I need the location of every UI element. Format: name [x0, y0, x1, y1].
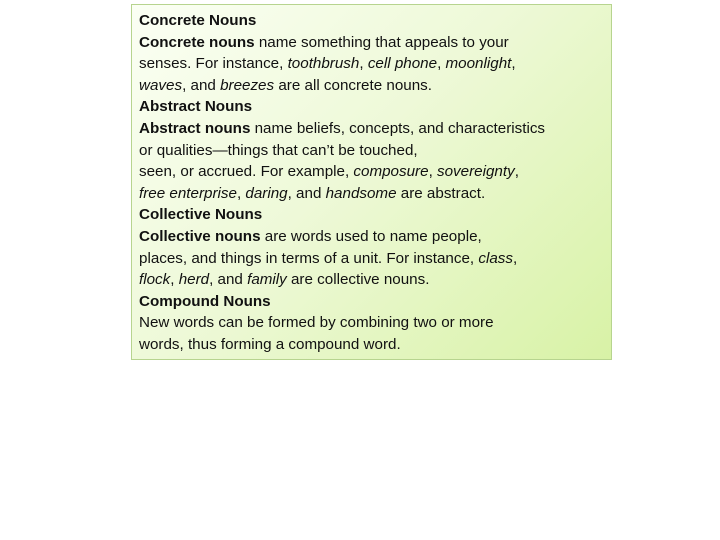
- noun-types-text-box: [131, 4, 612, 360]
- example-word: daring: [245, 184, 288, 202]
- example-word: waves: [139, 76, 183, 94]
- section-heading: Collective Nouns: [139, 206, 263, 224]
- body-text: seen, or accrued. For example,: [139, 163, 354, 181]
- example-word: herd: [178, 271, 210, 289]
- example-word: class: [478, 249, 513, 267]
- body-text: are all concrete nouns.: [274, 76, 432, 94]
- body-line: [139, 334, 605, 356]
- body-text: ,: [170, 271, 179, 289]
- section-heading: Abstract Nouns: [139, 98, 253, 116]
- body-line: [139, 140, 605, 162]
- body-line: [139, 183, 605, 205]
- body-line: [139, 53, 605, 75]
- body-line: [139, 118, 605, 140]
- section-heading: Concrete Nouns: [139, 12, 257, 29]
- example-word: sovereignty: [437, 163, 515, 181]
- body-text: ,: [236, 184, 246, 202]
- section-heading: Compound Nouns: [139, 292, 271, 310]
- body-line: [139, 312, 605, 334]
- body-text: , and: [209, 271, 248, 289]
- body-line: [139, 75, 605, 97]
- example-word: handsome: [325, 184, 397, 202]
- body-text: ,: [511, 55, 516, 73]
- example-word: breezes: [220, 76, 275, 94]
- body-text: name something that appeals to your: [254, 33, 509, 51]
- body-line: [139, 161, 605, 183]
- body-text: ,: [512, 249, 518, 267]
- body-text: ,: [437, 55, 446, 73]
- body-line: [139, 269, 605, 291]
- example-word: flock: [139, 271, 171, 289]
- body-text: , and: [182, 76, 221, 94]
- body-text: , and: [287, 184, 326, 202]
- body-text: ,: [359, 55, 368, 73]
- body-line: [139, 226, 605, 248]
- example-word: toothbrush: [287, 55, 360, 73]
- body-line: [139, 32, 605, 54]
- body-text: are collective nouns.: [286, 271, 430, 289]
- example-word: composure: [353, 163, 429, 181]
- example-word: free enterprise: [139, 184, 237, 202]
- bold-term: Abstract nouns: [139, 119, 251, 137]
- body-text: ,: [514, 163, 519, 181]
- example-word: moonlight: [445, 55, 512, 73]
- body-text: senses. For instance,: [139, 55, 288, 73]
- body-text: New words can be formed by combining two or more: [139, 314, 494, 332]
- body-line: [139, 248, 605, 270]
- body-text: name beliefs, concepts, and characteristics: [250, 119, 546, 137]
- body-text: words, thus forming a compound word.: [139, 335, 401, 353]
- bold-term: Concrete nouns: [139, 33, 255, 51]
- bold-term: Collective nouns: [139, 227, 261, 245]
- example-word: family: [247, 271, 287, 289]
- body-text: or qualities—things that can’t be touched,: [139, 141, 418, 159]
- example-word: cell phone: [367, 55, 438, 73]
- body-text: places, and things in terms of a unit. For instance,: [139, 249, 479, 267]
- body-text: ,: [428, 163, 438, 181]
- body-text: are words used to name people,: [260, 227, 482, 245]
- body-text: are abstract.: [396, 184, 486, 202]
